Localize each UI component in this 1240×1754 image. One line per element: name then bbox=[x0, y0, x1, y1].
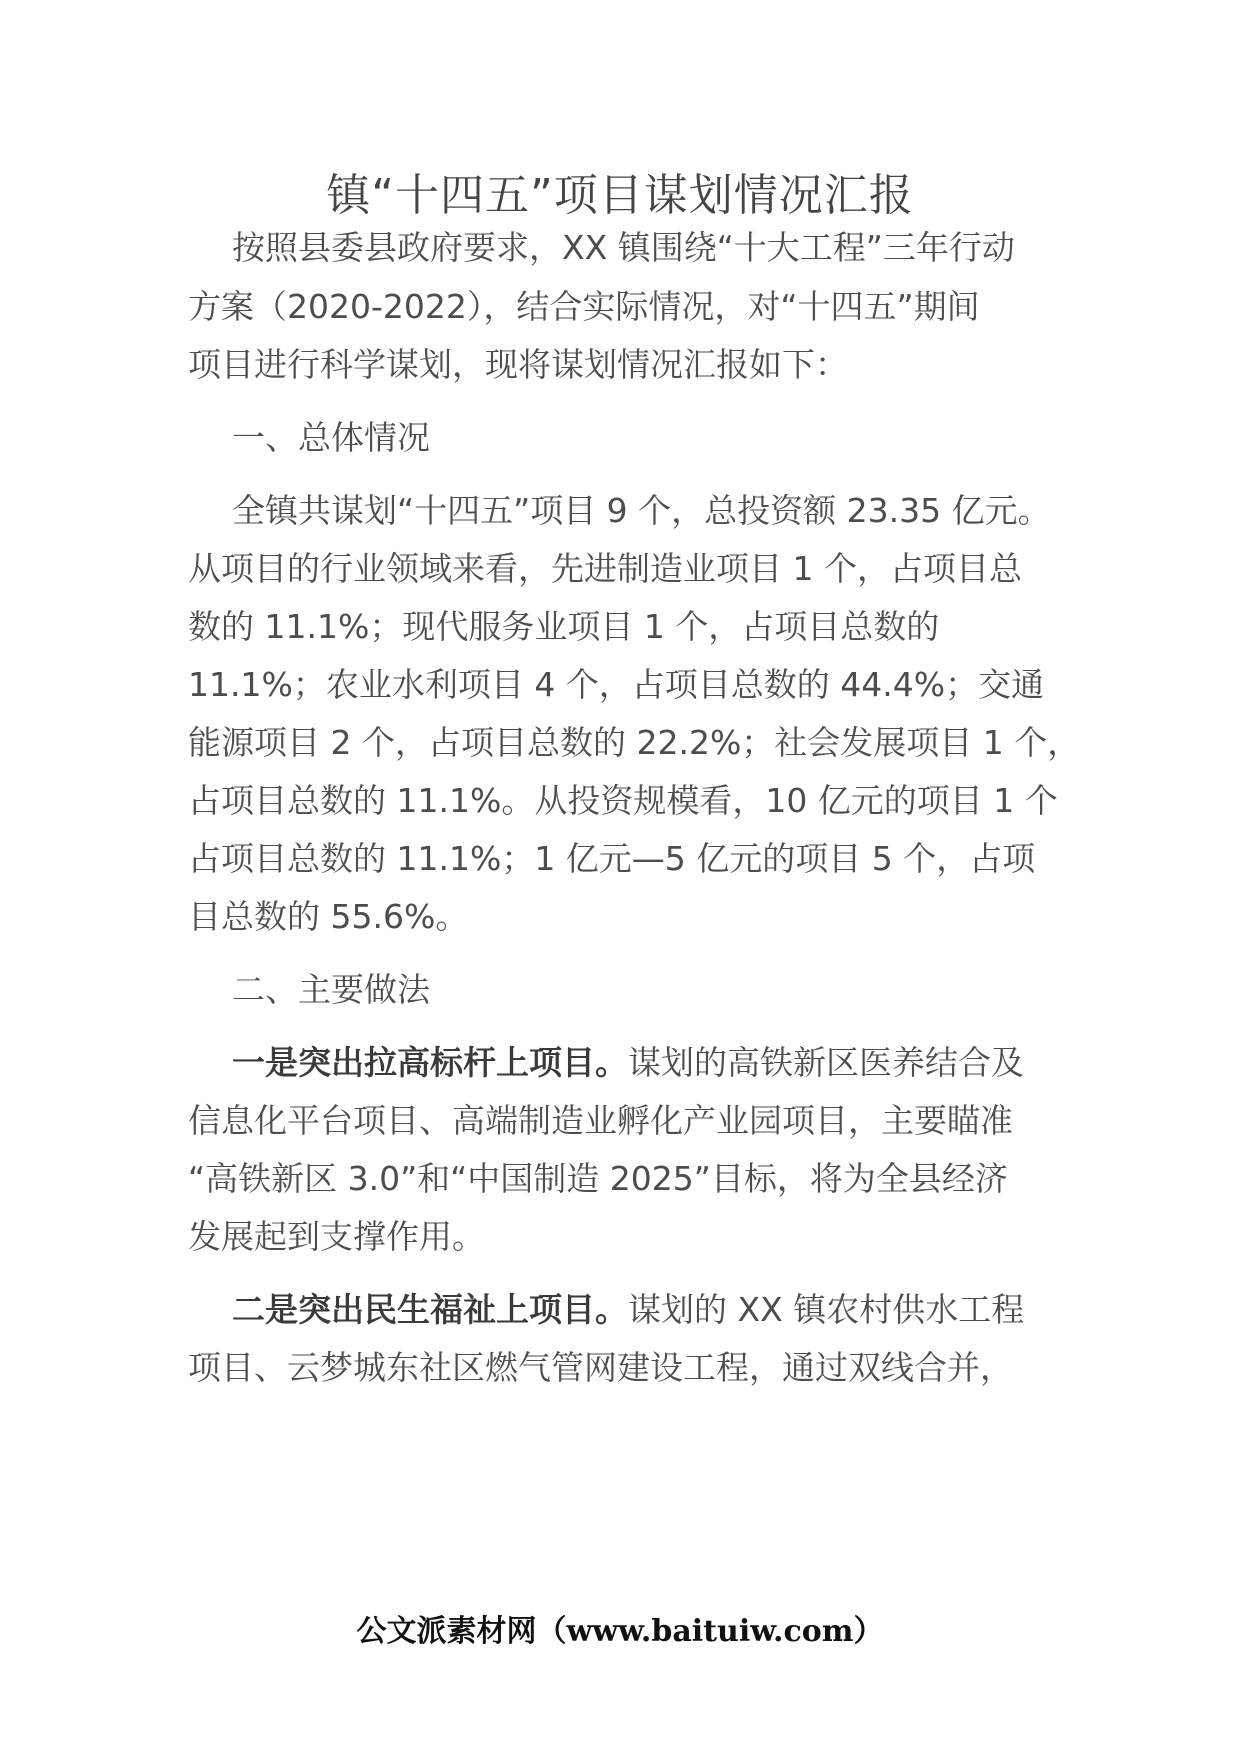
section1-line-8: 目总数的 55.6%。 bbox=[188, 897, 469, 936]
point2-first-rest: 谋划的 XX 镇农村供水工程 bbox=[628, 1290, 1025, 1329]
document-title: 镇“十四五”项目谋划情况汇报 bbox=[326, 170, 914, 221]
point1-first-rest: 谋划的高铁新区医养结合及 bbox=[628, 1043, 1024, 1082]
section1-line-1: 全镇共谋划“十四五”项目 9 个，总投资额 23.35 亿元。 bbox=[232, 491, 1051, 530]
point2-line-1 bbox=[232, 1286, 1024, 1334]
point1-line-2: 信息化平台项目、高端制造业孵化产业园项目，主要瞄准 bbox=[188, 1101, 1013, 1140]
point1-line-1 bbox=[232, 1039, 1024, 1087]
footer-watermark: 公文派素材网（www.baituiw.com） bbox=[356, 1614, 884, 1649]
intro-line-3: 项目进行科学谋划，现将谋划情况汇报如下： bbox=[188, 345, 848, 384]
point1-line-3: “高铁新区 3.0”和“中国制造 2025”目标，将为全县经济 bbox=[188, 1159, 1008, 1198]
section1-line-2: 从项目的行业领域来看，先进制造业项目 1 个，占项目总 bbox=[188, 549, 1022, 588]
point2-line-2: 项目、云梦城东社区燃气管网建设工程，通过双线合并， bbox=[188, 1348, 1013, 1387]
intro-line-1: 按照县委县政府要求，XX 镇围绕“十大工程”三年行动 bbox=[232, 228, 1015, 267]
section1-heading: 一、总体情况 bbox=[232, 418, 430, 457]
section1-line-7: 占项目总数的 11.1%；1 亿元—5 亿元的项目 5 个，占项 bbox=[188, 839, 1036, 878]
point1-line-4: 发展起到支撑作用。 bbox=[188, 1217, 485, 1256]
section1-line-3: 数的 11.1%；现代服务业项目 1 个，占项目总数的 bbox=[188, 607, 940, 646]
section1-line-4: 11.1%；农业水利项目 4 个，占项目总数的 44.4%；交通 bbox=[188, 665, 1045, 704]
section2-heading: 二、主要做法 bbox=[232, 970, 430, 1009]
section1-line-6: 占项目总数的 11.1%。从投资规模看，10 亿元的项目 1 个 bbox=[188, 781, 1058, 820]
point1-bold-lead: 一是突出拉高标杆上项目。 bbox=[232, 1043, 628, 1082]
section1-line-5: 能源项目 2 个，占项目总数的 22.2%；社会发展项目 1 个， bbox=[188, 723, 1081, 762]
point2-bold-lead: 二是突出民生福祉上项目。 bbox=[232, 1290, 628, 1329]
intro-line-2: 方案（2020-2022），结合实际情况，对“十四五”期间 bbox=[188, 287, 980, 326]
